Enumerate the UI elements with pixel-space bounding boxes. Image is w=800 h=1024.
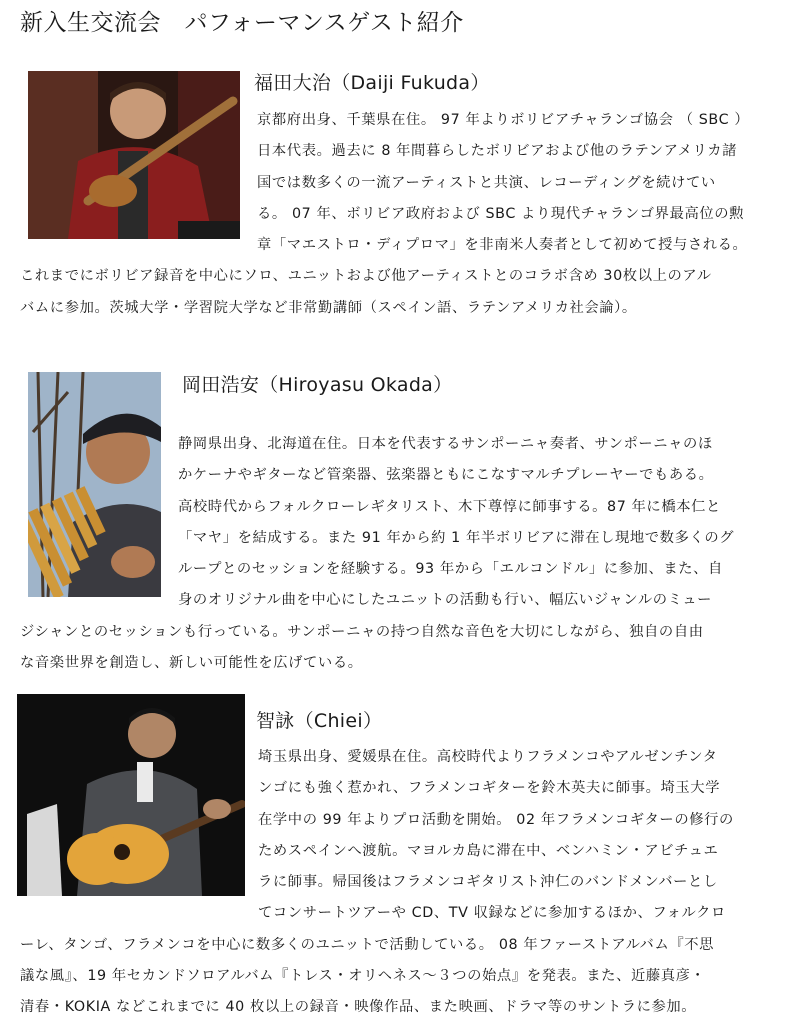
bio-line: ジシャンとのセッションも行っている。サンポーニャの持つ自然な音色を大切にしながら、独自の自由 [20, 623, 704, 640]
bio-line: 議な風』、19 年セカンドソロアルバム『トレス・オリヘネス～３つの始点』を発表。また、近藤真彦・ [20, 968, 706, 985]
bio-line: かケーナやギターなど管楽器、弦楽器ともにこなすマルチプレーヤーでもある。 [178, 467, 714, 484]
bio-line: 国では数多くの一流アーティストと共演、レコーディングを続けてい [257, 174, 716, 191]
bio-line: 在学中の 99 年よりプロ活動を開始。 02 年フラメンコギターの修行の [258, 811, 734, 828]
bio-line: 京都府出身、千葉県在住。 97 年よりボリビアチャランゴ協会 （ SBC ） [257, 112, 750, 128]
bio-line: 高校時代からフォルクローレギタリスト、木下尊惇に師事する。87 年に橋本仁と [178, 498, 721, 515]
performer-bio [0, 105, 749, 324]
bio-line: 日本代表。過去に 8 年間暮らしたボリビアおよび他のラテンアメリカ諸 [257, 143, 738, 160]
performer-name: 智詠（Chiei） [256, 710, 383, 732]
page-title: 新入生交流会 パフォーマンスゲスト紹介 [20, 10, 464, 36]
performer-name: 福田大治（Daiji Fukuda） [254, 72, 490, 94]
bio-line: ンゴにも強く惹かれ、フラメンコギターを鈴木英夫に師事。埼玉大学 [258, 780, 721, 797]
bio-line: 静岡県出身、北海道在住。日本を代表するサンポーニャ奏者、サンポーニャのほ [178, 436, 713, 452]
performer-bio [0, 742, 734, 1024]
bio-line: 章「マエストロ・ディプロマ」を非南米人奏者として初めて授与される。 [257, 237, 748, 254]
bio-line: これまでにボリビア録音を中心にソロ、ユニットおよび他アーティストとのコラボ含め 30枚以上のアル [20, 268, 712, 285]
bio-line: 清春・KOKIA などこれまでに 40 枚以上の録音・映像作品、また映画、ドラマ等のサントラに参加。 [20, 999, 697, 1016]
bio-line: バムに参加。茨城大学・学習院大学など非常勤講師（スペイン語、ラテンアメリカ社会論）。 [20, 299, 637, 316]
bio-line: 埼玉県出身、愛媛県在住。高校時代よりフラメンコやアルゼンチンタ [258, 749, 718, 765]
bio-line: ラに師事。帰国後はフラメンコギタリスト沖仁のバンドメンバーとし [258, 874, 718, 891]
bio-line: な音楽世界を創造し、新しい可能性を広げている。 [20, 655, 363, 672]
bio-line: ループとのセッションを経験する。93 年から「エルコンドル」に参加、また、自 [178, 561, 723, 578]
bio-line: 「マヤ」を結成する。また 91 年から約 1 年半ボリビアに滞在し現地で数多くのグ [178, 529, 735, 546]
bio-line: る。 07 年、ボリビア政府および SBC より現代チャランゴ界最高位の勲 [257, 205, 745, 222]
performer-bio [0, 429, 734, 679]
bio-line: てコンサートツアーや CD、TV 収録などに参加するほか、フォルクロ [258, 905, 726, 922]
bio-line: 身のオリジナル曲を中心にしたユニットの活動も行い、幅広いジャンルのミュー [178, 592, 713, 609]
performer-name: 岡田浩安（Hiroyasu Okada） [182, 374, 453, 396]
bio-line: ーレ、タンゴ、フラメンコを中心に数多くのユニットで活動している。 08 年ファーストアルバム『不思 [20, 936, 715, 953]
bio-line: ためスペインへ渡航。マヨルカ島に滞在中、ベンハミン・アビチュエ [258, 842, 719, 859]
